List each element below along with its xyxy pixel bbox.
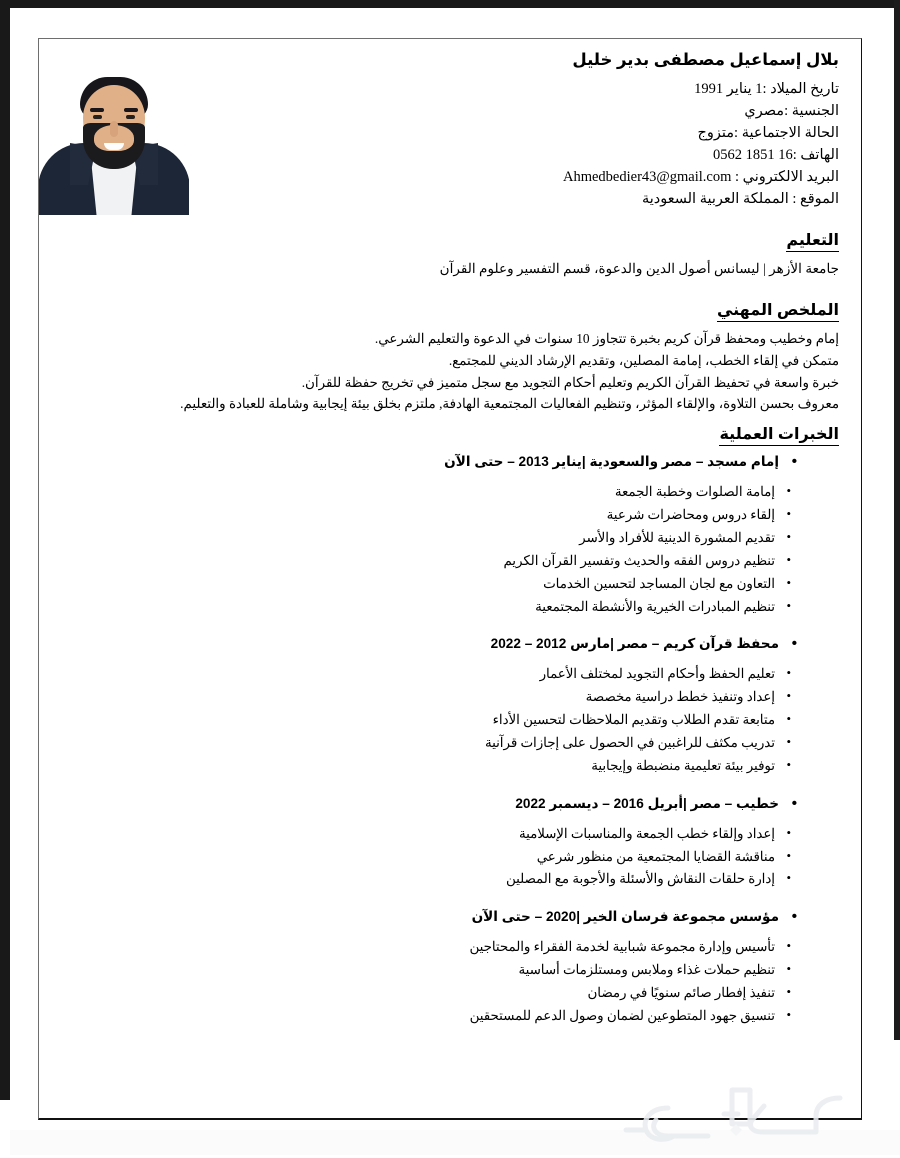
duty-item: • التعاون مع لجان المساجد لتحسين الخدمات <box>61 573 791 596</box>
duty-item: • تنسيق جهود المتطوعين لضمان وصول الدعم للمستحقين <box>61 1005 791 1028</box>
experience-section-title: الخبرات العملية <box>719 425 839 446</box>
contact-line-location: الموقع : المملكة العربية السعودية <box>641 190 839 207</box>
duty-item: • إعداد وإلقاء خطب الجمعة والمناسبات الإسلامية <box>61 823 791 846</box>
scan-edge-top <box>0 0 900 8</box>
summary-section-title: الملخص المهني <box>717 301 839 322</box>
duty-item: • تنفيذ إفطار صائم سنويًا في رمضان <box>61 982 791 1005</box>
education-section <box>61 231 839 280</box>
job-entry <box>61 794 839 892</box>
job-heading: • محفظ قرآن كريم – مصر |مارس 2012 – 2022 <box>61 634 797 653</box>
job-heading: • مؤسس مجموعة فرسان الخير |2020 – حتى الآن <box>61 907 797 926</box>
duty-list <box>61 936 839 1027</box>
duty-item: • تأسيس وإدارة مجموعة شبابية لخدمة الفقراء والمحتاجين <box>61 936 791 959</box>
duty-item: • إعداد وتنفيذ خطط دراسية مخصصة <box>61 686 791 709</box>
summary-line: معروف بحسن التلاوة، والإلقاء المؤثر، وتنظيم الفعاليات المجتمعية الهادفة, ملتزم بخلق بيئة إيجابية وشاملة للعبادة والتعليم. <box>180 396 839 412</box>
education-section-title: التعليم <box>786 231 839 252</box>
duty-item: • إدارة حلقات النقاش والأسئلة والأجوبة مع المصلين <box>61 868 791 891</box>
duty-item: • تنظيم المبادرات الخيرية والأنشطة المجتمعية <box>61 596 791 619</box>
duty-item: • إلقاء دروس ومحاضرات شرعية <box>61 504 791 527</box>
page-bottom-shade <box>10 1130 900 1155</box>
job-entry <box>61 452 839 618</box>
duty-item: • تنظيم حملات غذاء وملابس ومستلزمات أساسية <box>61 959 791 982</box>
contact-block <box>369 51 839 210</box>
education-entry: جامعة الأزهر | ليسانس أصول الدين والدعوة، قسم التفسير وعلوم القرآن <box>439 261 839 277</box>
avatar <box>39 55 189 215</box>
duty-item: • إمامة الصلوات وخطبة الجمعة <box>61 481 791 504</box>
resume-document <box>38 38 862 1120</box>
contact-line-nationality: الجنسية :مصري <box>744 102 839 119</box>
photo-eye-left-shape <box>93 115 102 119</box>
summary-section <box>61 301 839 415</box>
duty-item: • تعليم الحفظ وأحكام التجويد لمختلف الأعمار <box>61 663 791 686</box>
duty-list <box>61 663 839 777</box>
job-heading: • خطيب – مصر |أبريل 2016 – ديسمبر 2022 <box>61 794 797 813</box>
duty-list <box>61 481 839 618</box>
experience-section <box>61 425 839 1044</box>
duty-item: • مناقشة القضايا المجتمعية من منظور شرعي <box>61 846 791 869</box>
profile-photo-frame <box>39 55 189 215</box>
photo-eyebrow-right-shape <box>124 108 138 112</box>
scan-edge-left <box>0 0 10 1100</box>
scan-edge-right <box>894 0 900 1040</box>
duty-item: • تقديم المشورة الدينية للأفراد والأسر <box>61 527 791 550</box>
contact-line-birthdate: تاريخ الميلاد :1 يناير 1991 <box>694 80 839 97</box>
summary-line: إمام وخطيب ومحفظ قرآن كريم بخبرة تتجاوز 10 سنوات في الدعوة والتعليم الشرعي. <box>374 331 839 347</box>
contact-line-email: البريد الالكتروني : Ahmedbedier43@gmail.com <box>563 168 839 185</box>
duty-item: • تدريب مكثف للراغبين في الحصول على إجازات قرآنية <box>61 732 791 755</box>
job-entry <box>61 634 839 777</box>
duty-list <box>61 823 839 892</box>
contact-line-marital-status: الحالة الاجتماعية :متزوج <box>697 124 839 141</box>
job-heading: • إمام مسجد – مصر والسعودية |يناير 2013 – حتى الآن <box>61 452 797 471</box>
photo-nose-shape <box>110 121 118 137</box>
summary-line: خبرة واسعة في تحفيظ القرآن الكريم وتعليم أحكام التجويد مع سجل متميز في تخريج حفظة للقرآن. <box>301 374 839 390</box>
contact-line-phone: الهاتف :16 1851 0562 <box>713 146 839 163</box>
duty-item: • متابعة تقدم الطلاب وتقديم الملاحظات لتحسين الأداء <box>61 709 791 732</box>
duty-item: • تنظيم دروس الفقه والحديث وتفسير القرآن الكريم <box>61 550 791 573</box>
job-entry <box>61 907 839 1027</box>
photo-eye-right-shape <box>126 115 135 119</box>
photo-eyebrow-left-shape <box>90 108 104 112</box>
job-list <box>61 452 839 1028</box>
summary-line: متمكن في إلقاء الخطب، إمامة المصلين، وتقديم الإرشاد الديني للمجتمع. <box>448 352 839 368</box>
duty-item: • توفير بيئة تعليمية منضبطة وإيجابية <box>61 755 791 778</box>
candidate-name: بلال إسماعيل مصطفى بدير خليل <box>572 51 839 69</box>
resume-header <box>39 51 861 236</box>
